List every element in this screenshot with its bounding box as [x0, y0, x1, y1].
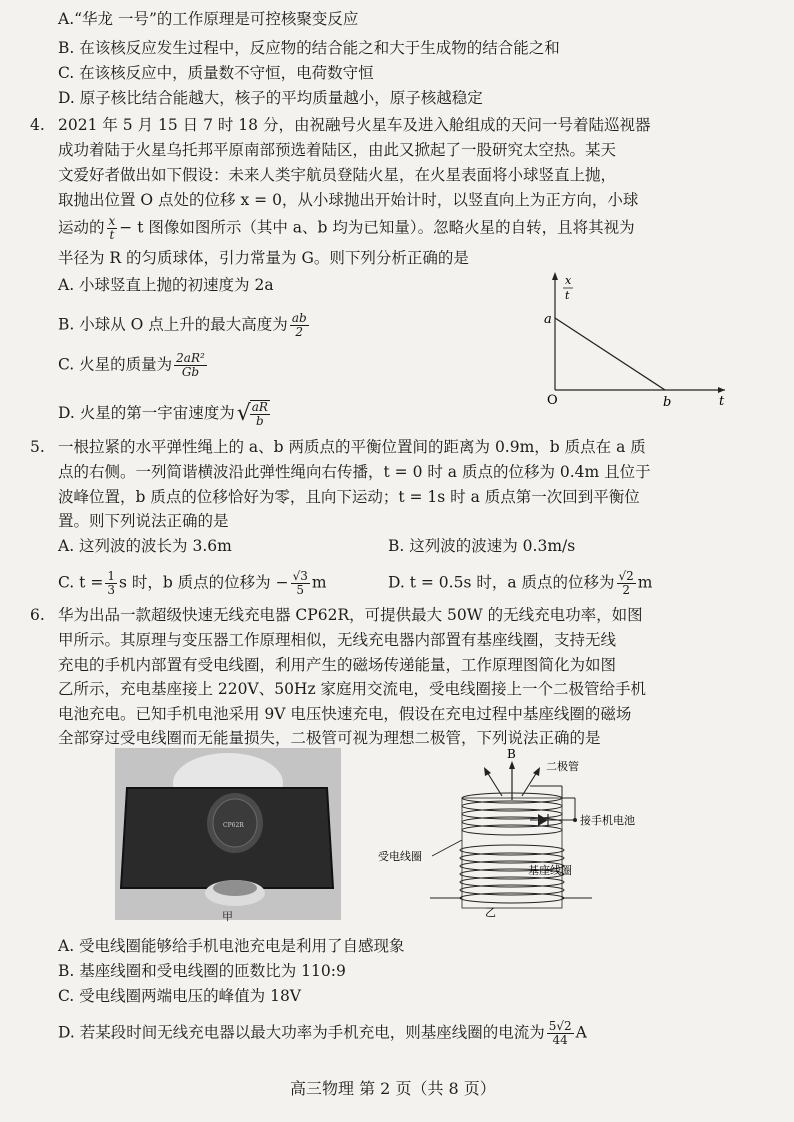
- q4-line-3: 文爱好者做出如下假设：未来人类宇航员登陆火星，在火星表面将小球竖直上抛，: [58, 166, 617, 184]
- q4-line-6: 半径为 R 的匀质球体，引力常量为 G。则下列分析正确的是: [58, 249, 469, 267]
- q6-option-d-text: D. 若某段时间无线充电器以最大功率为手机充电，则基座线圈的电流为: [58, 1023, 545, 1042]
- q5-option-a: A. 这列波的波长为 3.6m: [58, 537, 232, 555]
- q4-frac-ab-over-2: [290, 312, 309, 339]
- frac-numerator: aR: [251, 400, 268, 414]
- frac-denominator: 2: [622, 583, 630, 597]
- q5-option-c-start: C. t =: [58, 573, 104, 592]
- q5-line-4: 置。则下列说法正确的是: [58, 512, 229, 530]
- battery-label: 接手机电池: [580, 814, 635, 827]
- frac-numerator: 2aR²: [176, 351, 205, 365]
- frac-denominator: 5: [296, 583, 305, 597]
- q6-option-b: B. 基座线圈和受电线圈的匝数比为 110:9: [58, 962, 346, 980]
- q5-option-d: [388, 570, 652, 597]
- q4-xt-graph: [535, 268, 735, 408]
- coil-schematic: [370, 748, 670, 918]
- frac-numerator: x: [108, 214, 116, 228]
- frac-denominator: t: [109, 228, 115, 242]
- q5-option-c-middle: s 时，b 质点的位移为 −: [118, 573, 289, 592]
- q4-option-b-text: B. 小球从 O 点上升的最大高度为: [58, 315, 288, 334]
- q5-frac-1-3: [105, 570, 117, 597]
- frac-numerator: √3: [292, 569, 308, 583]
- diode-icon: [530, 814, 575, 826]
- q5-line-3: 波峰位置，b 质点的位移恰好为零，且向下运动；t = 1s 时 a 质点第一次回到平衡位: [58, 488, 640, 506]
- t-axis-arrow: [718, 387, 725, 393]
- field-arrow-right-head: [533, 767, 540, 776]
- frac-denominator: 2: [295, 325, 304, 339]
- figure-yi-label: 乙: [485, 906, 496, 918]
- device-text: CP62R: [223, 822, 244, 829]
- q5-frac-sqrt2-2: [617, 570, 636, 597]
- q4-option-c-text: C. 火星的质量为: [58, 355, 173, 374]
- q4-line-1: 2021 年 5 月 15 日 7 时 18 分，由祝融号火星车及进入舱组成的天问一号着陆巡视器: [58, 116, 651, 134]
- q6-number: 6.: [30, 606, 45, 624]
- q5-option-d-unit: m: [637, 573, 653, 592]
- field-arrow-right: [522, 772, 537, 796]
- q4-frac-mass: [174, 352, 207, 379]
- q5-option-d-start: D. t = 0.5s 时，a 质点的位移为: [388, 573, 615, 592]
- graph-line: [555, 318, 665, 390]
- charger-photo: [115, 748, 341, 920]
- q6-line-2: 甲所示。其原理与变压器工作原理相似，无线充电器内部置有基座线圈，支持无线: [58, 631, 617, 649]
- q4-frac-x-over-t: [107, 215, 118, 242]
- q6-option-a: A. 受电线圈能够给手机电池充电是利用了自感现象: [58, 937, 405, 955]
- figure-jia-label: 甲: [222, 910, 233, 923]
- y-axis-arrow: [552, 272, 558, 280]
- q3-option-b: B. 在该核反应发生过程中，反应物的结合能之和大于生成物的结合能之和: [58, 39, 560, 57]
- frac-numerator: ab: [291, 311, 307, 325]
- graph-label-t: t: [719, 394, 725, 408]
- q4-number: 4.: [30, 116, 45, 134]
- field-arrow-left: [487, 772, 502, 796]
- frac-denominator: 44: [552, 1033, 568, 1047]
- y-label-numerator: x: [565, 274, 572, 287]
- q4-frac-sqrt: [250, 400, 270, 428]
- q6-frac-current: [547, 1020, 574, 1047]
- page-footer: 高三物理 第 2 页（共 8 页）: [290, 1079, 496, 1098]
- diode-label: 二极管: [546, 760, 579, 773]
- frac-denominator: 3: [107, 583, 115, 597]
- field-arrow-left-head: [484, 767, 491, 776]
- q4-option-d: [58, 400, 272, 428]
- q4-line-4: 取抛出位置 O 点处的位移 x = 0，从小球抛出开始计时，以竖直向上为正方向，小球: [58, 191, 639, 209]
- q5-option-c: [58, 570, 327, 597]
- y-label-denominator: t: [565, 289, 570, 302]
- q3-option-a: A.“华龙 一号”的工作原理是可控核聚变反应: [58, 10, 359, 28]
- receiver-coil-pointer: [432, 840, 462, 856]
- graph-label-b: b: [663, 395, 672, 408]
- q6-line-5: 电池充电。已知手机电池采用 9V 电压快速充电，假设在充电过程中基座线圈的磁场: [58, 705, 632, 723]
- q4-option-b: [58, 312, 311, 339]
- q6-option-d-unit: A: [575, 1023, 587, 1042]
- field-label-b: B: [507, 748, 516, 761]
- field-arrow-center-head: [509, 761, 515, 769]
- frac-denominator: b: [256, 414, 264, 428]
- graph-origin: O: [547, 393, 558, 408]
- frac-denominator: Gb: [181, 365, 200, 379]
- q5-line-1: 一根拉紧的水平弹性绳上的 a、b 两质点的平衡位置间的距离为 0.9m，b 质点在 a 质: [58, 438, 646, 456]
- charger-stand-top: [213, 880, 257, 896]
- q4-line-2: 成功着陆于火星乌托邦平原南部预选着陆区，由此又掀起了一股研究太空热。某天: [58, 141, 617, 159]
- base-coil-label: 基座线圈: [528, 864, 572, 877]
- graph-label-a: a: [544, 312, 552, 327]
- receiver-coil-label: 受电线圈: [378, 850, 422, 863]
- q5-line-2: 点的右侧。一列简谐横波沿此弹性绳向右传播，t = 0 时 a 质点的位移为 0.4m 且位于: [58, 463, 651, 481]
- q6-line-1: 华为出品一款超级快速无线充电器 CP62R，可提供最大 50W 的无线充电功率，如图: [58, 606, 643, 624]
- q5-option-c-unit: m: [311, 573, 327, 592]
- q4-option-d-text: D. 火星的第一宇宙速度为: [58, 404, 235, 422]
- q6-option-d: [58, 1020, 587, 1047]
- q4-line-5: [58, 215, 635, 242]
- q4-option-c: [58, 352, 209, 379]
- q6-option-c: C. 受电线圈两端电压的峰值为 18V: [58, 987, 302, 1005]
- frac-numerator: 1: [107, 569, 115, 583]
- q6-line-4: 乙所示，充电基座接上 220V、50Hz 家庭用交流电，受电线圈接上一个二极管给手机: [58, 680, 647, 698]
- q4-sqrt-expression: √ $\frac{aR}{b}$: [236, 400, 268, 428]
- q4-line-5-end: − t 图像如图所示（其中 a、b 均为已知量）。忽略火星的自转，且将其视为: [119, 218, 635, 237]
- q3-option-d: D. 原子核比结合能越大，核子的平均质量越小，原子核越稳定: [58, 89, 483, 107]
- frac-numerator: 5√2: [548, 1019, 572, 1033]
- q5-option-b: B. 这列波的波速为 0.3m/s: [388, 537, 576, 555]
- q5-frac-sqrt3-5: [291, 570, 310, 597]
- charger-photo-drawing: [115, 748, 341, 920]
- q3-option-c: C. 在该核反应中，质量数不守恒，电荷数守恒: [58, 64, 374, 82]
- q6-line-6: 全部穿过受电线圈而无能量损失，二极管可视为理想二极管，下列说法正确的是: [58, 729, 601, 747]
- battery-terminal: [573, 818, 577, 822]
- q4-option-a: A. 小球竖直上抛的初速度为 2a: [58, 276, 274, 294]
- q5-number: 5.: [30, 438, 45, 456]
- q6-line-3: 充电的手机内部置有受电线圈，利用产生的磁场传递能量，工作原理图简化为如图: [58, 656, 617, 674]
- q4-line-5-start: 运动的: [58, 218, 105, 237]
- frac-numerator: √2: [618, 569, 634, 583]
